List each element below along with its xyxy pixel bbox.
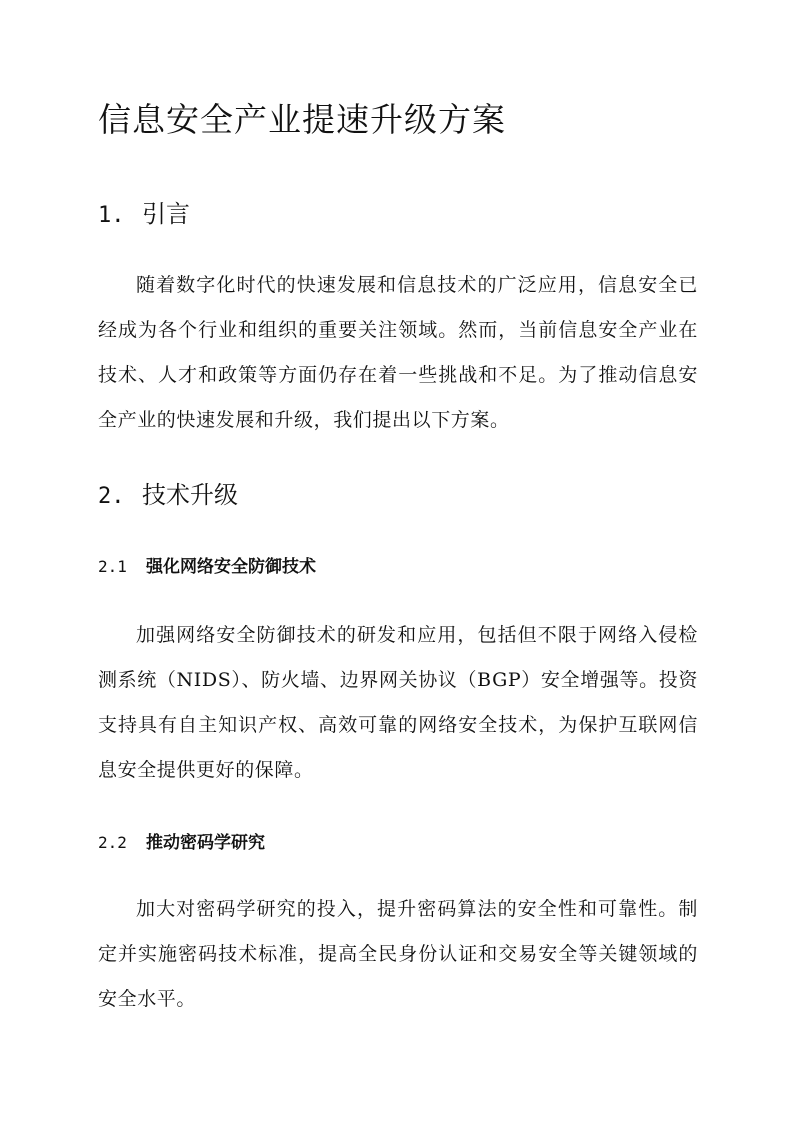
- subsection-heading-network-defense: [98, 554, 316, 580]
- subsection-title: 推动密码学研究: [146, 833, 265, 853]
- subsection-number: 2.2: [98, 833, 127, 852]
- subsection-title: 强化网络安全防御技术: [146, 557, 316, 577]
- section-title: 技术升级: [142, 481, 238, 509]
- section-title: 引言: [142, 200, 190, 228]
- subsection-number: 2.1: [98, 557, 127, 576]
- subsection-heading-cryptography: [98, 830, 265, 856]
- document-title: 信息安全产业提速升级方案: [98, 100, 506, 139]
- cryptography-paragraph: 加大对密码学研究的投入，提升密码算法的安全性和可靠性。制定并实施密码技术标准，提高全民身份认证和交易安全等关键领域的安全水平。: [98, 898, 698, 1010]
- introduction-paragraph: 随着数字化时代的快速发展和信息技术的广泛应用，信息安全已经成为各个行业和组织的重要关注领域。然而，当前信息安全产业在技术、人才和政策等方面仍存在着一些挑战和不足。为了推动信息安全产业的快速发展和升级，我们提出以下方案。: [98, 274, 698, 431]
- network-defense-paragraph: 加强网络安全防御技术的研发和应用，包括但不限于网络入侵检测系统（NIDS）、防火墙、边界网关协议（BGP）安全增强等。投资支持具有自主知识产权、高效可靠的网络安全技术，为保护互联网信息安全提供更好的保障。: [98, 624, 698, 781]
- section-number: 2.: [98, 484, 125, 509]
- section-heading-introduction: [98, 197, 190, 233]
- section-number: 1.: [98, 203, 125, 228]
- section-heading-tech-upgrade: [98, 478, 238, 514]
